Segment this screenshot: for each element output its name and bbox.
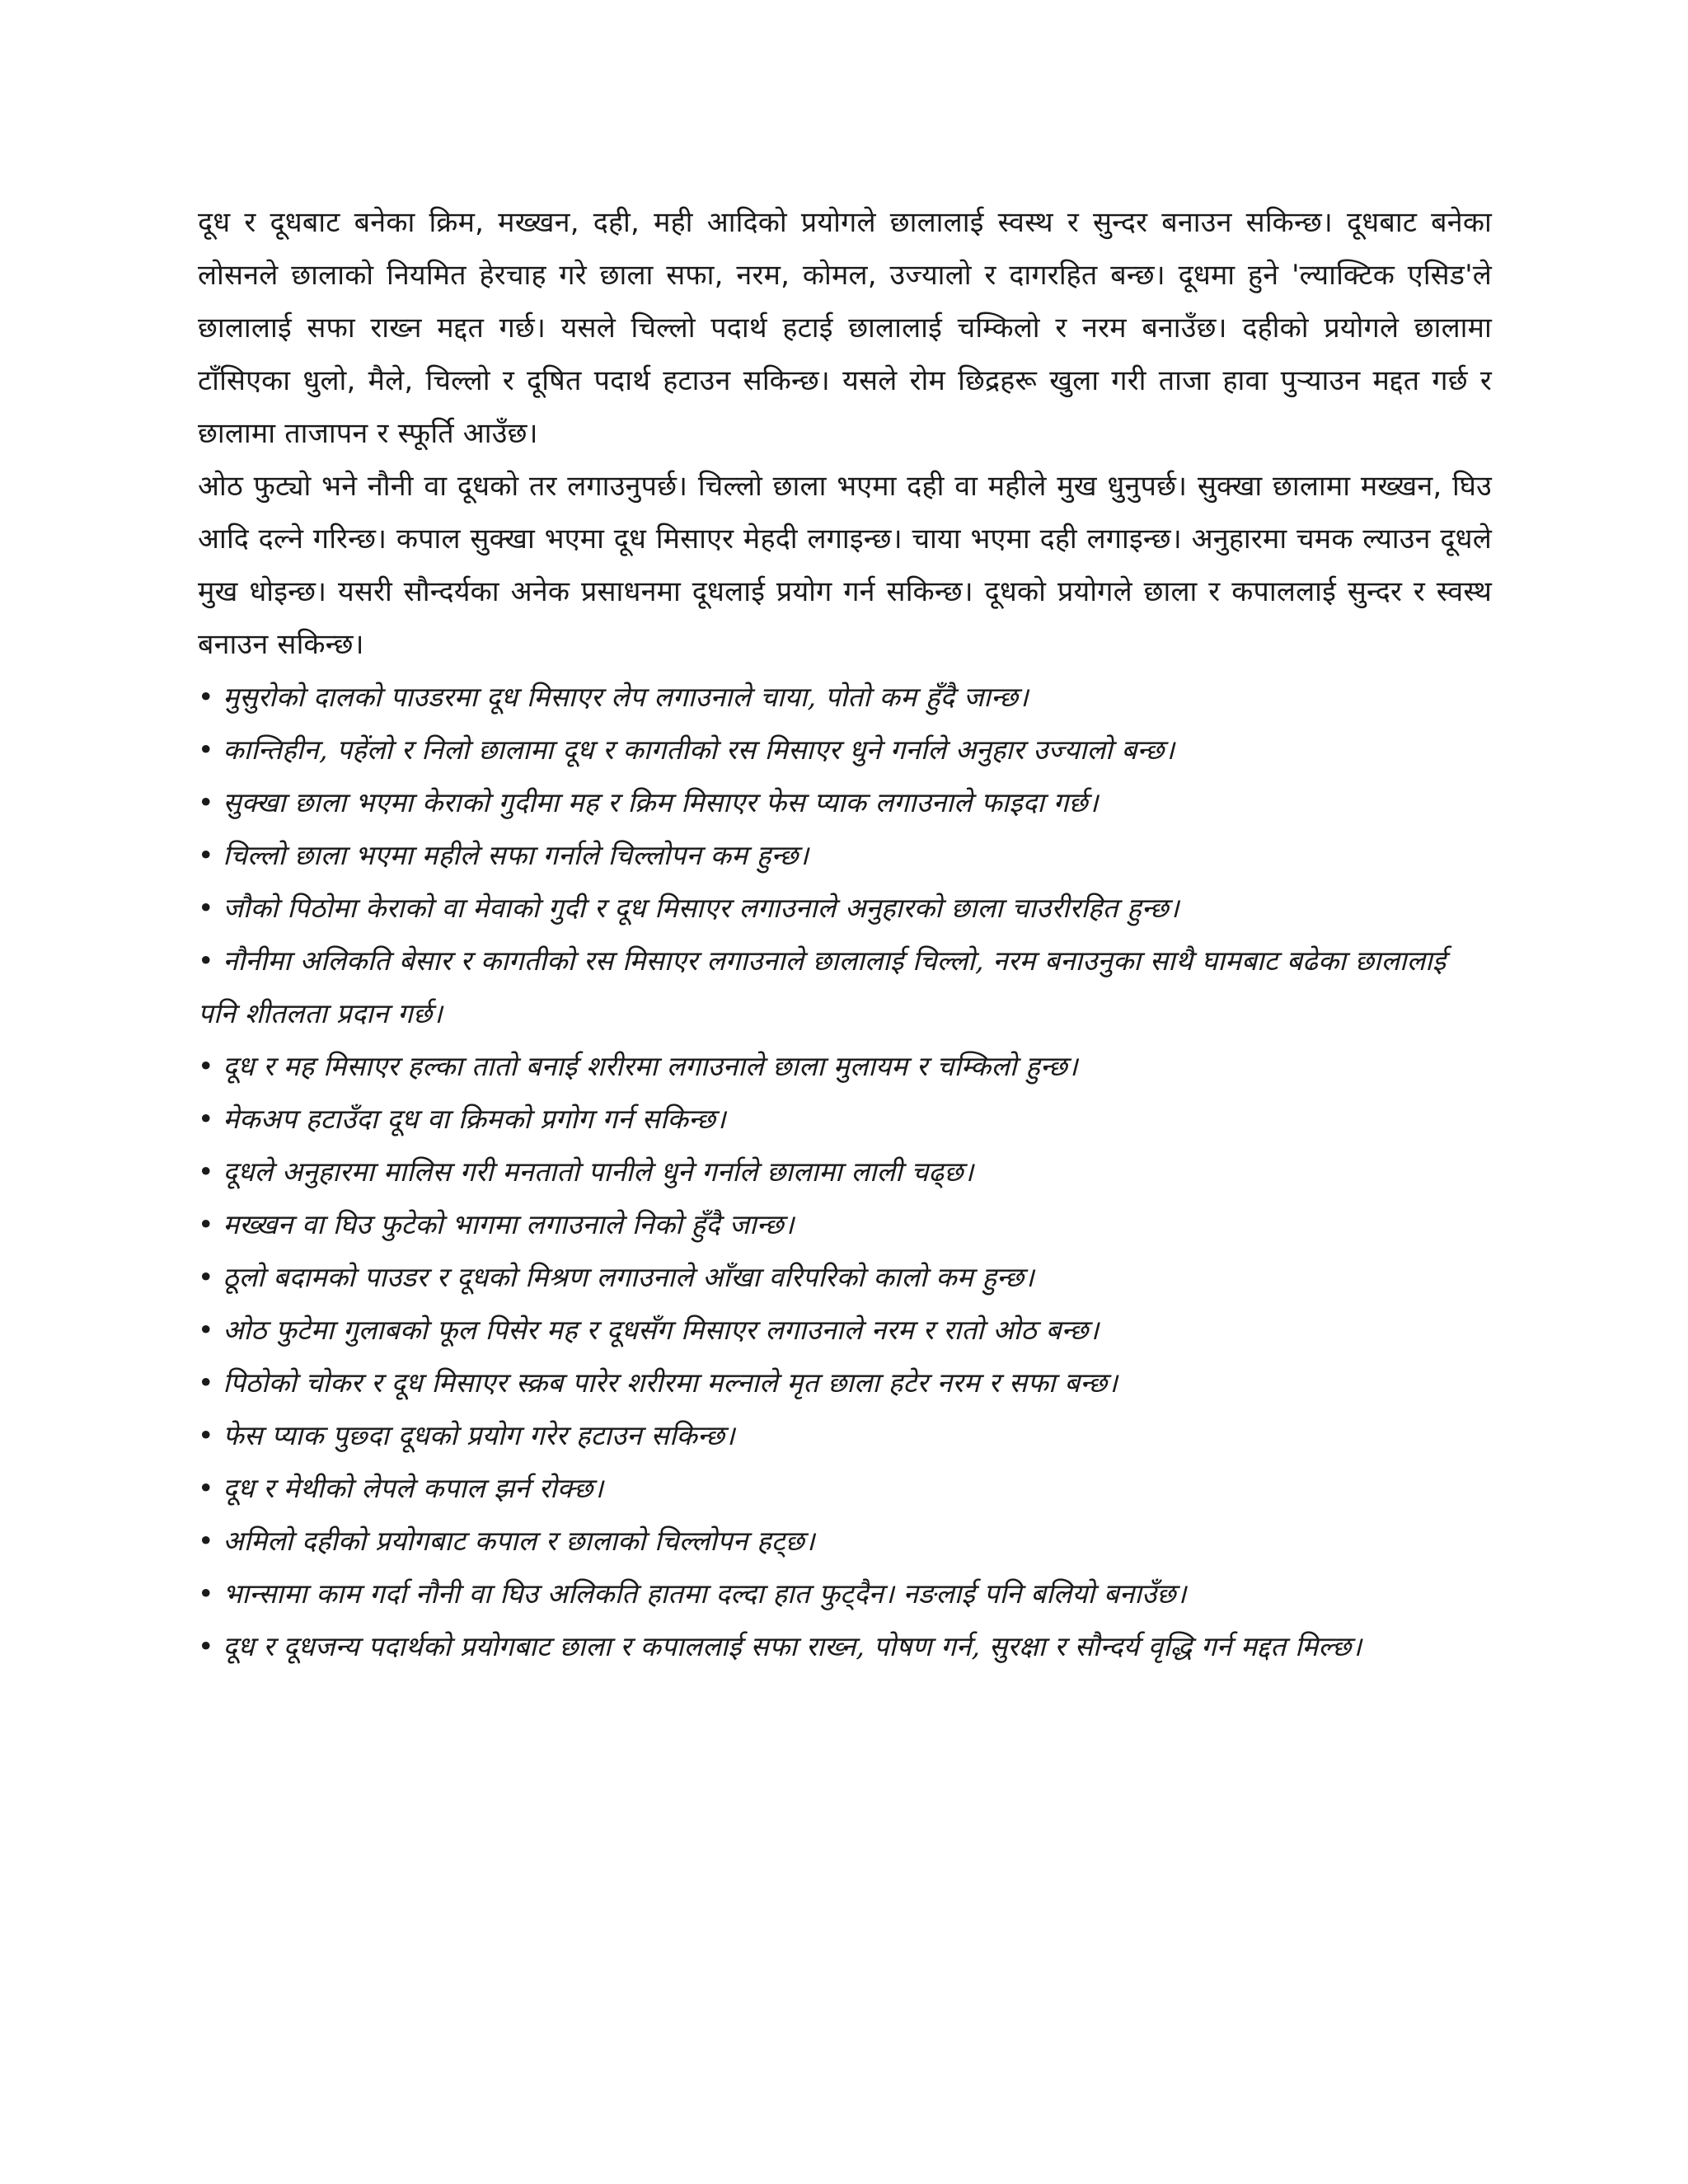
tip-item: • ओठ फुटेमा गुलाबको फूल पिसेर मह र दूधसँग मिसाएर लगाउनाले नरम र रातो ओठ बन्छ। <box>198 1314 1100 1346</box>
tip-item: • कान्तिहीन, पहेंलो र निलो छालामा दूध र कागतीको रस मिसाएर धुने गर्नाले अनुहार उज्यालो बन्छ। <box>198 733 1175 766</box>
tip-item: • चिल्लो छाला भएमा महीले सफा गर्नाले चिल्लोपन कम हुन्छ। <box>198 839 809 871</box>
tip-item: • दूध र मह मिसाएर हल्का तातो बनाई शरीरमा लगाउनाले छाला मुलायम र चम्किलो हुन्छ। <box>198 1050 1078 1082</box>
tip-item: • पिठोको चोकर र दूध मिसाएर स्क्रब पारेर शरीरमा मल्नाले मृत छाला हटेर नरम र सफा बन्छ। <box>198 1366 1118 1399</box>
tip-item: • दूध र दूधजन्य पदार्थको प्रयोगबाट छाला र कपाललाई सफा राख्न, पोषण गर्न, सुरक्षा र सौन्दर्य वृद्धि गर्न मद्दत मिल्छ। <box>198 1630 1362 1662</box>
uses-paragraph: ओठ फुट्यो भने नौनी वा दूधको तर लगाउनुपर्छ। चिल्लो छाला भएमा दही वा महीले मुख धुनुपर्छ। सुक्खा छालामा मख्खन, घिउ आदि दल्ने गरिन्छ। कपाल सुक्खा भएमा दूध मिसाएर मेहदी लगाइन्छ। चाया भएमा दही लगाइन्छ। अनुहारमा चमक ल्याउन दूधले मुख धोइन्छ। यसरी सौन्दर्यका अनेक प्रसाधनमा दूधलाई प्रयोग गर्न सकिन्छ। दूधको प्रयोगले छाला र कपाललाई सुन्दर र स्वस्थ बनाउन सकिन्छ। <box>198 470 1492 661</box>
tip-item: • दूध र मेथीको लेपले कपाल झर्न रोक्छ। <box>198 1472 604 1504</box>
tip-item: • ठूलो बदामको पाउडर र दूधको मिश्रण लगाउनाले आँखा वरिपरिको कालो कम हुन्छ। <box>198 1261 1034 1293</box>
tip-item: • नौनीमा अलिकति बेसार र कागतीको रस मिसाएर लगाउनाले छालालाई चिल्लो, नरम बनाउनुका साथै घामबाट बढेका छालालाई पनि शीतलता प्रदान गर्छ। <box>198 944 1447 1029</box>
tip-item: • जौको पिठोमा केराको वा मेवाको गुदी र दूध मिसाएर लगाउनाले अनुहारको छाला चाउरीरहित हुन्छ। <box>198 892 1179 924</box>
tip-item: • फेस प्याक पुछ्दा दूधको प्रयोग गरेर हटाउन सकिन्छ। <box>198 1419 735 1451</box>
tip-item: • सुक्खा छाला भएमा केराको गुदीमा मह र क्रिम मिसाएर फेस प्याक लगाउनाले फाइदा गर्छ। <box>198 786 1099 818</box>
tip-item: • अमिलो दहीको प्रयोगबाट कपाल र छालाको चिल्लोपन हट्छ। <box>198 1525 815 1557</box>
tip-item: • मुसुरोको दालको पाउडरमा दूध मिसाएर लेप लगाउनाले चाया, पोतो कम हुँदै जान्छ। <box>198 681 1029 713</box>
tip-item: • दूधले अनुहारमा मालिस गरी मनतातो पानीले धुने गर्नाले छालामा लाली चढ्छ। <box>198 1155 974 1188</box>
document-page <box>198 196 1492 1673</box>
tips-list <box>198 671 1492 1673</box>
intro-paragraph: दूध र दूधबाट बनेका क्रिम, मख्खन, दही, मही आदिको प्रयोगले छालालाई स्वस्थ र सुन्दर बनाउन सकिन्छ। दूधबाट बनेका लोसनले छालाको नियमित हेरचाह गरे छाला सफा, नरम, कोमल, उज्यालो र दागरहित बन्छ। दूधमा हुने 'ल्याक्टिक एसिड'ले छालालाई सफा राख्न मद्दत गर्छ। यसले चिल्लो पदार्थ हटाई छालालाई चम्किलो र नरम बनाउँछ। दहीको प्रयोगले छालामा टाँसिएका धुलो, मैले, चिल्लो र दूषित पदार्थ हटाउन सकिन्छ। यसले रोम छिद्रहरू खुला गरी ताजा हावा पुऱ्याउन मद्दत गर्छ र छालामा ताजापन र स्फूर्ति आउँछ। <box>198 206 1492 450</box>
tip-item: • मेकअप हटाउँदा दूध वा क्रिमको प्रगोग गर्न सकिन्छ। <box>198 1103 726 1135</box>
tip-item: • भान्सामा काम गर्दा नौनी वा घिउ अलिकति हातमा दल्दा हात फुट्दैन। नङलाई पनि बलियो बनाउँछ। <box>198 1577 1187 1610</box>
tip-item: • मख्खन वा घिउ फुटेको भागमा लगाउनाले निको हुँदै जान्छ। <box>198 1208 795 1240</box>
